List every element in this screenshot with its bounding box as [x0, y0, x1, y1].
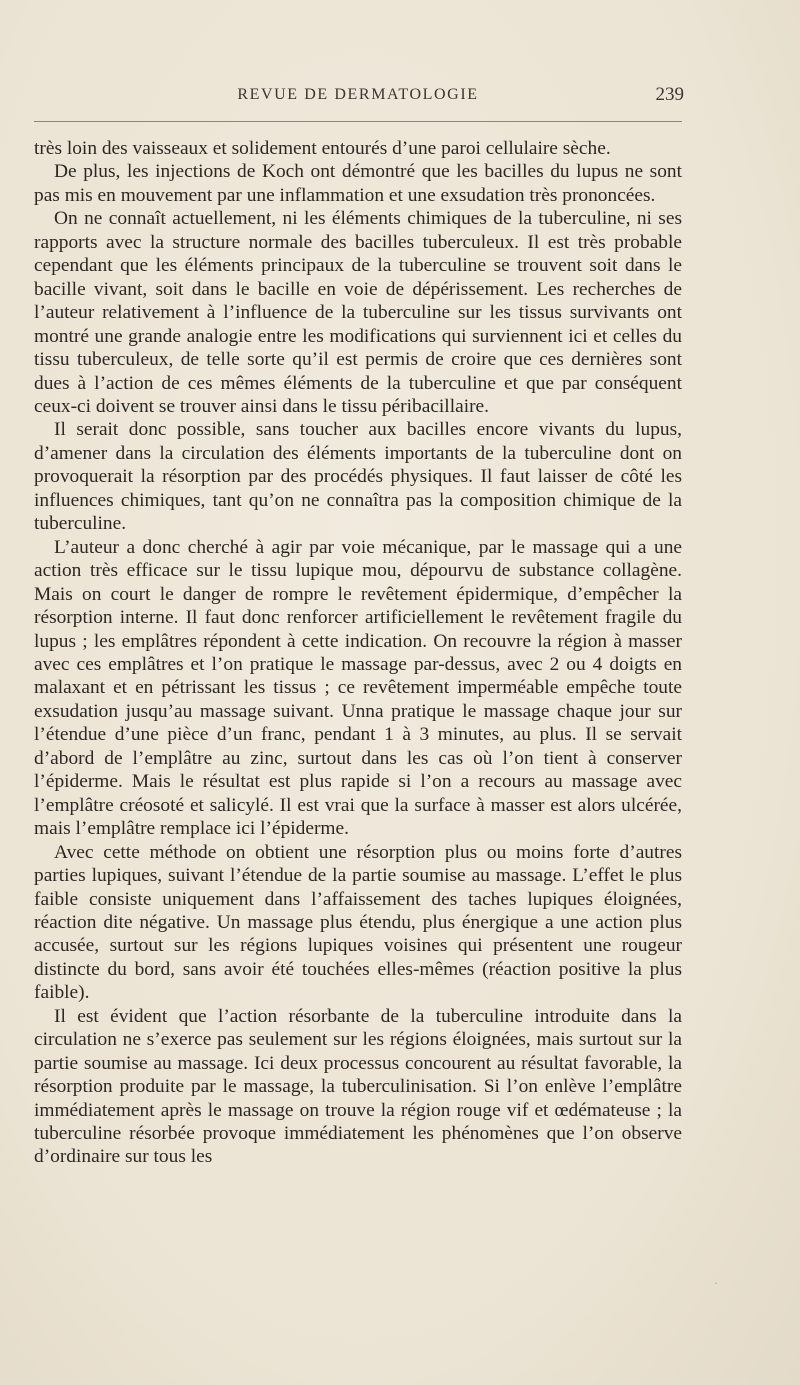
- paragraph-continuation: très loin des vaisseaux et solidement entourés d’une paroi cellulaire sèche.: [34, 138, 611, 159]
- header-rule: [34, 121, 682, 122]
- paragraph-tuberculine-elements: On ne connaît actuellement, ni les éléments chimiques de la tuberculine, ni ses rapports avec la structure normale des bacilles tuberculeux. Il est très probable cependant que les éléments principaux de la tuberculine se trouvent soit dans le bacille vivant, soit dans le bacille en voie de dépérissement. Les recherches de l’auteur relativement à l’influence de la tuberculine sur les tissus survivants ont montré une grande analogie entre les modifications qui surviennent ici et celles du tissu tuberculeux, de telle sorte qu’il est permis de croire que ces dernières sont dues à l’action de ces mêmes éléments de la tuberculine et que par conséquent ceux-ci doivent se trouver ainsi dans le tissu péribacillaire.: [34, 208, 682, 417]
- paragraph-resorbing-action: Il est évident que l’action résorbante de la tuberculine introduite dans la circulation ne s’exerce pas seulement sur les régions éloignées, mais surtout sur la partie soumise au massage. Ici deux processus concourent au résultat favorable, la résorption produite par le massage, la tuberculinisation. Si l’on enlève l’emplâtre immédiatement après le massage on trouve la région rouge vif et œdémateuse ; la tuberculine résorbée provoque immédiatement les phénomènes que l’on observe d’ordinaire sur tous les: [34, 1005, 682, 1168]
- paragraph-resorption-possible: Il serait donc possible, sans toucher aux bacilles encore vivants du lupus, d’amener dans la circulation des éléments importants de la tuberculine dont on provoquerait la résorption par des procédés physiques. Il faut laisser de côté les influences chimiques, tant qu’on ne connaîtra pas la composition chimique de la tuberculine.: [34, 419, 682, 535]
- paragraph-koch-injections: De plus, les injections de Koch ont démontré que les bacilles du lupus ne sont pas mis en mouvement par une inflammation et une exsudation très prononcées.: [34, 161, 682, 206]
- body-text: [34, 137, 682, 1169]
- running-title: REVUE DE DERMATOLOGIE: [237, 86, 479, 103]
- page-header: [34, 84, 682, 110]
- page-speck: ·: [714, 1276, 718, 1290]
- page-number: 239: [655, 84, 684, 105]
- paragraph-massage-method: L’auteur a donc cherché à agir par voie mécanique, par le massage qui a une action très efficace sur le tissu lupique mou, dépourvu de substance collagène. Mais on court le danger de rompre le revêtement épidermique, d’empêcher la résorption interne. Il faut donc renforcer artificiellement le revêtement fragile du lupus ; les emplâtres répondent à cette indication. On recouvre la région à masser avec ces emplâtres et l’on pratique le massage par-dessus, avec 2 ou 4 doigts en malaxant et en pétrissant les tissus ; ce revêtement imperméable empêche toute exsudation jusqu’au massage suivant. Unna pratique le massage chaque jour sur l’étendue d’une pièce d’un franc, pendant 1 à 3 minutes, au plus. Il se servait d’abord de l’emplâtre au zinc, surtout dans les cas où l’on tient à conserver l’épiderme. Mais le résultat est plus rapide si l’on a recours au massage avec l’emplâtre créosoté et salicylé. Il est vrai que la surface à masser est alors ulcérée, mais l’emplâtre remplace ici l’épiderme.: [34, 536, 682, 840]
- paragraph-resorption-results: Avec cette méthode on obtient une résorption plus ou moins forte d’autres parties lupiques, suivant l’étendue de la partie soumise au massage. L’effet le plus faible consiste uniquement dans l’affaissement des taches lupiques éloignées, réaction dite négative. Un massage plus étendu, plus énergique a une action plus accusée, surtout sur les régions lupiques voisines qui présentent une rougeur distincte du bord, sans avoir été touchées elles-mêmes (réaction positive la plus faible).: [34, 841, 682, 1004]
